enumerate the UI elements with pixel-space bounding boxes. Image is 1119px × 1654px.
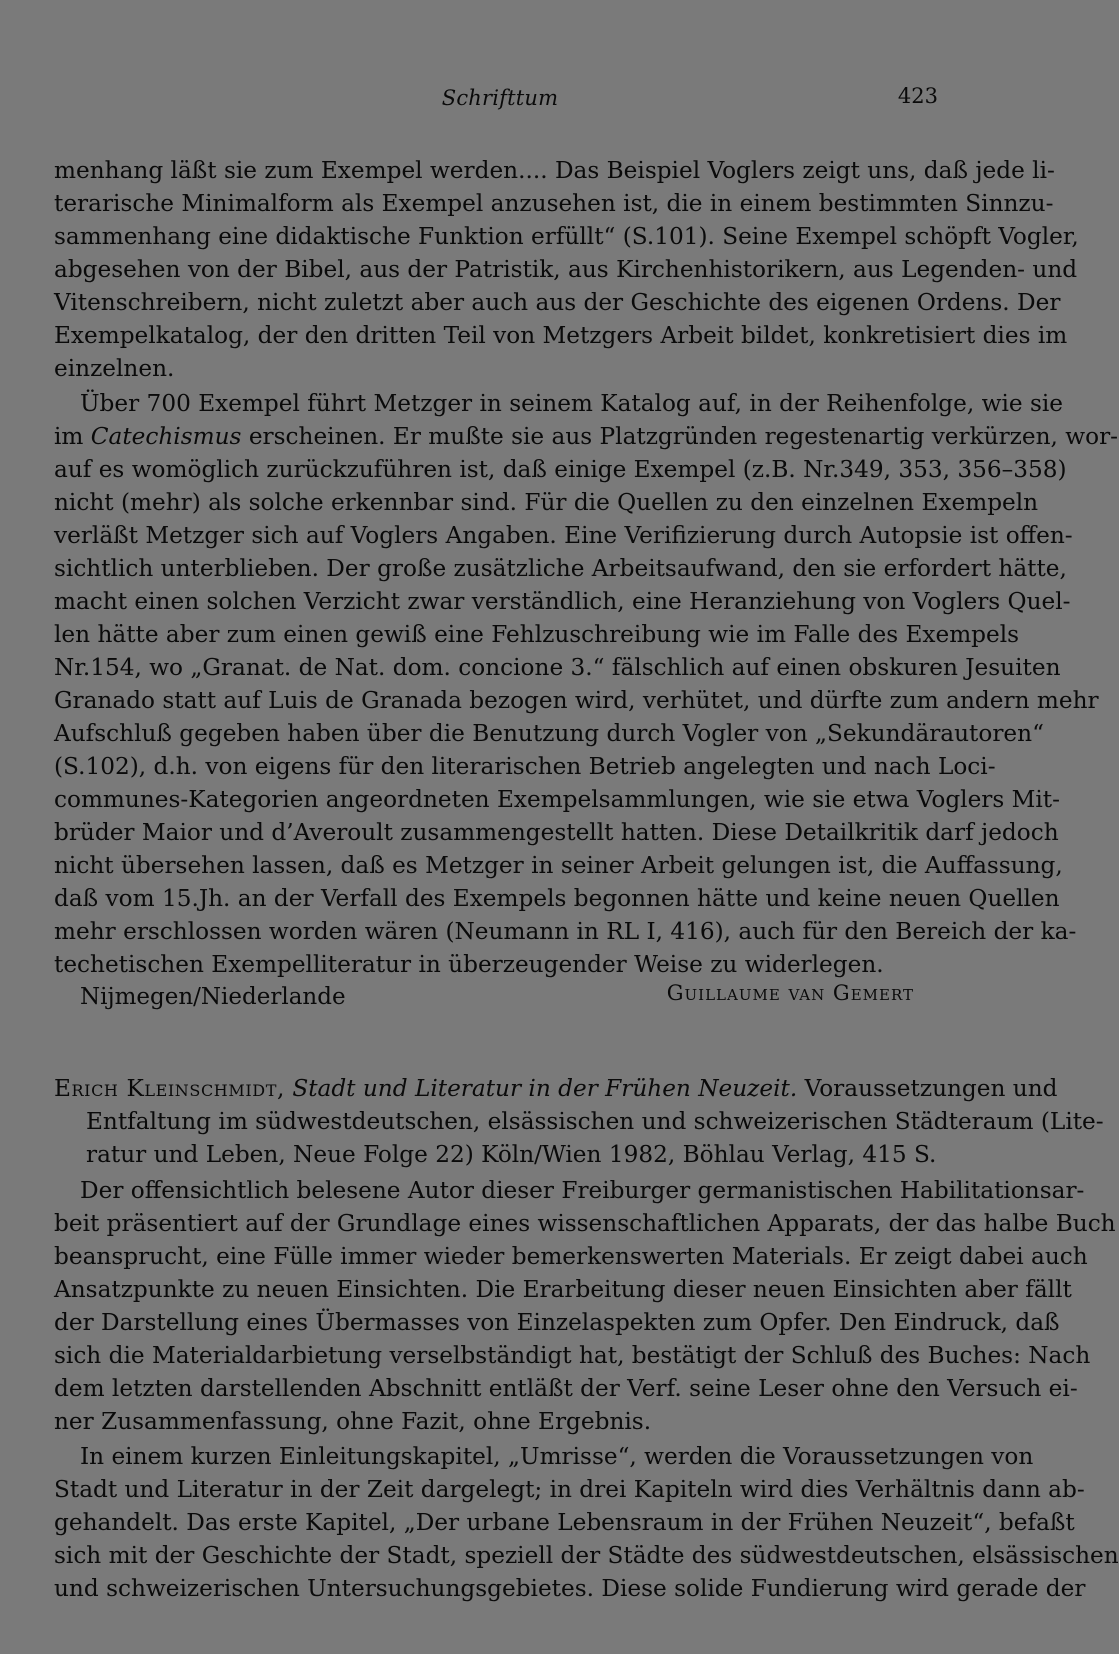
page-number: 423 — [897, 84, 938, 108]
text-line: Aufschluß gegeben haben über die Benutzung durch Vogler von „Sekundärautoren“ — [54, 720, 1044, 747]
text-line: beit präsentiert auf der Grundlage eines wissenschaftlichen Apparats, der das halbe Buch — [54, 1210, 1116, 1237]
reviewer-name: Guillaume van Gemert — [666, 981, 914, 1005]
text-line: techetischen Exempelliteratur in überzeugender Weise zu widerlegen. — [54, 951, 884, 978]
text-span: erscheinen. Er mußte sie aus Platzgründen regestenartig verkürzen, wor- — [241, 423, 1119, 450]
running-head: Schrifttum — [441, 86, 559, 110]
bibliographic-entry — [54, 1072, 1058, 1105]
reviewer-place: Nijmegen/Niederlande — [80, 984, 346, 1010]
text-line: communes-Kategorien angeordneten Exempelsammlungen, wie sie etwa Voglers Mit- — [54, 786, 1060, 813]
text-line: brüder Maior und d’Averoult zusammengestellt hatten. Diese Detailkritik darf jedoch — [54, 819, 1059, 846]
text-line: Exempelkatalog, der den dritten Teil von Metzgers Arbeit bildet, konkretisiert dies im — [54, 322, 1068, 349]
text-line: gehandelt. Das erste Kapitel, „Der urbane Lebensraum in der Frühen Neuzeit“, befaßt — [54, 1509, 1075, 1536]
text-line: Ansatzpunkte zu neuen Einsichten. Die Erarbeitung dieser neuen Einsichten aber fällt — [54, 1276, 1072, 1303]
text-line: daß vom 15.Jh. an der Verfall des Exempels begonnen hätte und keine neuen Quellen — [54, 885, 1060, 912]
text-line: sichtlich unterblieben. Der große zusätzliche Arbeitsaufwand, den sie erfordert hätte, — [54, 555, 1067, 582]
text-line: sich die Materialdarbietung verselbständigt hat, bestätigt der Schluß des Buches: Nach — [54, 1342, 1091, 1369]
text-line: Stadt und Literatur in der Zeit dargelegt; in drei Kapiteln wird dies Verhältnis dann ab- — [54, 1476, 1085, 1503]
text-line: mehr erschlossen worden wären (Neumann in RL I, 416), auch für den Bereich der ka- — [54, 918, 1077, 945]
text-line: Entfaltung im südwestdeutschen, elsässischen und schweizerischen Städteraum (Lite- — [86, 1108, 1104, 1135]
text-line: terarische Minimalform als Exempel anzusehen ist, die in einem bestimmten Sinnzu- — [54, 190, 1054, 217]
text-line: sich mit der Geschichte der Stadt, speziell der Städte des südwestdeutschen, elsässischen — [54, 1542, 1119, 1569]
book-author: Erich Kleinschmidt, — [54, 1075, 285, 1102]
text-line: ratur und Leben, Neue Folge 22) Köln/Wien 1982, Böhlau Verlag, 415 S. — [86, 1141, 937, 1168]
text-line: beansprucht, eine Fülle immer wieder bemerkenswerten Materials. Er zeigt dabei auch — [54, 1243, 1088, 1270]
text-line: nicht übersehen lassen, daß es Metzger in seiner Arbeit gelungen ist, die Auffassung, — [54, 852, 1063, 879]
text-line — [54, 420, 1119, 453]
text-line: (S.102), d.h. von eigens für den literarischen Betrieb angelegten und nach Loci- — [54, 753, 996, 780]
text-line: abgesehen von der Bibel, aus der Patristik, aus Kirchenhistorikern, aus Legenden- und — [54, 256, 1078, 283]
text-line: menhang läßt sie zum Exempel werden.... Das Beispiel Voglers zeigt uns, daß jede li- — [54, 157, 1055, 184]
text-line: einzelnen. — [54, 355, 175, 382]
italic-title: Catechismus — [90, 423, 242, 450]
text-line: auf es womöglich zurückzuführen ist, daß einige Exempel (z.B. Nr.349, 353, 356–358) — [54, 456, 1067, 483]
text-line: In einem kurzen Einleitungskapitel, „Umrisse“, werden die Voraussetzungen von — [80, 1443, 1034, 1470]
text-span: Voraussetzungen und — [797, 1075, 1058, 1102]
text-line: nicht (mehr) als solche erkennbar sind. Für die Quellen zu den einzelnen Exempeln — [54, 489, 1039, 516]
text-span: im — [54, 423, 91, 450]
text-line: verläßt Metzger sich auf Voglers Angaben. Eine Verifizierung durch Autopsie ist offen- — [54, 522, 1073, 549]
text-line: Über 700 Exempel führt Metzger in seinem Katalog auf, in der Reihenfolge, wie sie — [80, 390, 1063, 417]
book-title: Stadt und Literatur in der Frühen Neuzeit. — [292, 1075, 798, 1102]
text-line: Nr.154, wo „Granat. de Nat. dom. concione 3.“ fälschlich auf einen obskuren Jesuiten — [54, 654, 1061, 681]
text-line: Der offensichtlich belesene Autor dieser Freiburger germanistischen Habilitationsar- — [80, 1177, 1085, 1204]
text-line: der Darstellung eines Übermasses von Einzelaspekten zum Opfer. Den Eindruck, daß — [54, 1309, 1060, 1336]
text-line: dem letzten darstellenden Abschnitt entläßt der Verf. seine Leser ohne den Versuch ei- — [54, 1375, 1078, 1402]
text-line: ner Zusammenfassung, ohne Fazit, ohne Ergebnis. — [54, 1408, 652, 1435]
text-line: und schweizerischen Untersuchungsgebietes. Diese solide Fundierung wird gerade der — [54, 1575, 1086, 1602]
text-line: Vitenschreibern, nicht zuletzt aber auch aus der Geschichte des eigenen Ordens. Der — [54, 289, 1061, 316]
text-line: sammenhang eine didaktische Funktion erfüllt“ (S.101). Seine Exempel schöpft Vogler, — [54, 223, 1079, 250]
text-line: Granado statt auf Luis de Granada bezogen wird, verhütet, und dürfte zum andern mehr — [54, 687, 1099, 714]
text-line: macht einen solchen Verzicht zwar verständlich, eine Heranziehung von Voglers Quel- — [54, 588, 1071, 615]
text-line: len hätte aber zum einen gewiß eine Fehlzuschreibung wie im Falle des Exempels — [54, 621, 1020, 648]
